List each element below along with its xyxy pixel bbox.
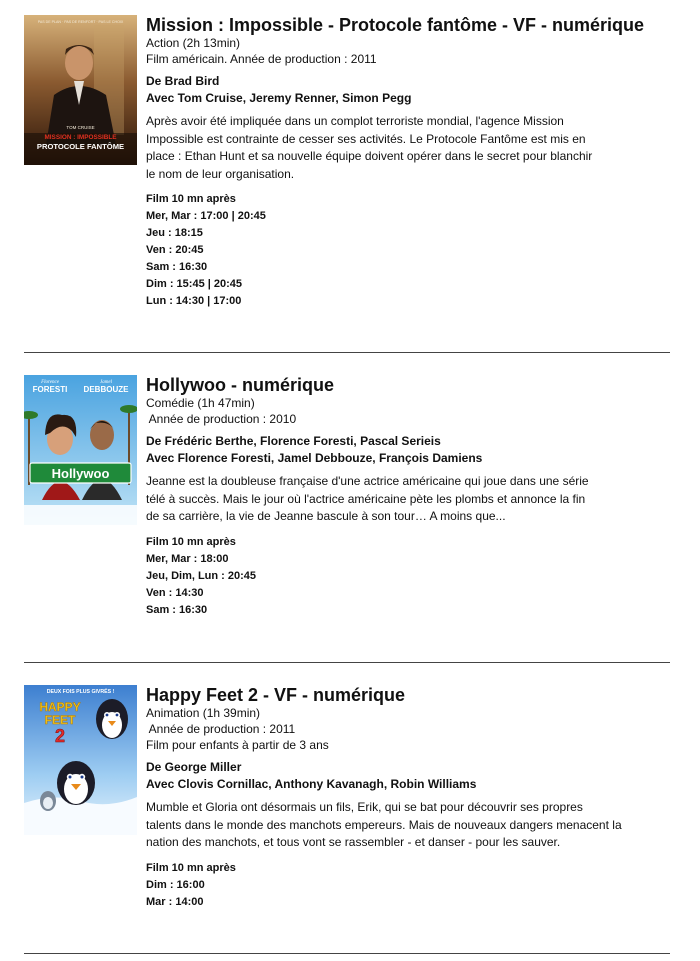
movie-cast: Avec Florence Foresti, Jamel Debbouze, François Damiens bbox=[146, 451, 483, 465]
showtime-note: Film 10 mn après bbox=[146, 535, 236, 548]
movie-synopsis bbox=[146, 473, 686, 526]
movie-genre: Animation (1h 39min) bbox=[146, 706, 261, 720]
synopsis-line: télé à succès. Mais le jour où l'actrice américaine pète les plombs et annonce la fin bbox=[146, 491, 586, 506]
showtime-row[interactable]: Ven : 20:45 bbox=[146, 244, 204, 256]
poster-actor-last: FORESTI bbox=[32, 385, 68, 394]
divider bbox=[24, 352, 670, 353]
movie-production: Film américain. Année de production : 2011 bbox=[146, 52, 377, 66]
movie-director: De Brad Bird bbox=[146, 74, 220, 88]
movie-title[interactable]: Hollywoo - numérique bbox=[146, 375, 335, 395]
poster-actor-last: DEBBOUZE bbox=[83, 385, 129, 394]
movie-entry bbox=[24, 375, 676, 635]
movie-poster[interactable] bbox=[24, 375, 137, 525]
poster-title: FEET bbox=[44, 713, 76, 727]
poster-sign: Hollywoo bbox=[51, 466, 110, 481]
showtime-row[interactable]: Mer, Mar : 18:00 bbox=[146, 552, 229, 565]
movie-synopsis bbox=[146, 113, 686, 183]
synopsis-line: nation des manchots, et tous vont se rassembler - et danser - pour les sauver. bbox=[146, 835, 561, 849]
movie-audience: Film pour enfants à partir de 3 ans bbox=[146, 738, 329, 752]
movie-title[interactable]: Happy Feet 2 - VF - numérique bbox=[146, 685, 406, 705]
movie-entry bbox=[24, 15, 676, 315]
movie-info bbox=[146, 685, 686, 911]
movie-info bbox=[146, 375, 686, 619]
synopsis-line: de sa carrière, la vie de Jeanne bascule à son tour… A moins que... bbox=[146, 509, 506, 523]
synopsis-line: le nom de leur organisation. bbox=[146, 166, 295, 181]
movie-genre: Action (2h 13min) bbox=[146, 36, 241, 50]
movie-production: Année de production : 2010 bbox=[146, 412, 297, 426]
poster-title: MISSION : IMPOSSIBLE bbox=[44, 134, 117, 141]
movie-title[interactable]: Mission : Impossible - Protocole fantôme - VF - numérique bbox=[146, 15, 645, 35]
poster-subtitle: PROTOCOLE FANTÔME bbox=[36, 142, 125, 151]
movie-genre: Comédie (1h 47min) bbox=[146, 396, 255, 410]
hollywoo-poster bbox=[24, 375, 137, 525]
mission-impossible-poster bbox=[24, 15, 137, 165]
showtime-note: Film 10 mn après bbox=[146, 861, 236, 874]
showtime-note: Film 10 mn après bbox=[146, 193, 236, 205]
divider bbox=[24, 953, 670, 954]
synopsis-line: Jeanne est la doubleuse française d'une actrice américaine qui joue dans une série bbox=[146, 474, 589, 488]
showtime-row[interactable]: Jeu : 18:15 bbox=[146, 227, 203, 239]
showtime-row[interactable]: Sam : 16:30 bbox=[146, 261, 208, 273]
showtime-row[interactable]: Mar : 14:00 bbox=[146, 895, 204, 908]
synopsis-line: talents dans le monde des manchots empereurs. Mais de nouveaux dangers menacent la bbox=[146, 817, 622, 832]
synopsis-line: Impossible est contrainte de cesser ses activités. Le Protocole Fantôme est mis en bbox=[146, 131, 586, 146]
synopsis-line: Mumble et Gloria ont désormais un fils, Erik, qui se bat pour découvrir ses propres bbox=[146, 800, 583, 814]
poster-actor-first: Jamel bbox=[100, 380, 112, 385]
movie-showtimes bbox=[146, 534, 686, 619]
movie-director: De Frédéric Berthe, Florence Foresti, Pascal Serieis bbox=[146, 434, 441, 448]
showtime-row[interactable]: Ven : 14:30 bbox=[146, 586, 204, 599]
showtime-row[interactable]: Jeu, Dim, Lun : 20:45 bbox=[146, 569, 257, 582]
showtime-row[interactable]: Sam : 16:30 bbox=[146, 603, 208, 616]
movie-production: Année de production : 2011 bbox=[146, 722, 296, 736]
synopsis-line: place : Ethan Hunt et sa nouvelle équipe doivent opérer dans le secret pour blanchir bbox=[146, 149, 593, 163]
divider bbox=[24, 662, 670, 663]
movie-cast: Avec Tom Cruise, Jeremy Renner, Simon Pegg bbox=[146, 91, 412, 105]
poster-title: HAPPY bbox=[39, 700, 81, 714]
movie-poster[interactable] bbox=[24, 15, 137, 165]
poster-tagline: DEUX FOIS PLUS GIVRÉS ! bbox=[46, 689, 115, 695]
movie-entry bbox=[24, 685, 676, 945]
movie-info bbox=[146, 15, 686, 310]
movie-showtimes bbox=[146, 191, 686, 310]
poster-actor: TOM CRUISE bbox=[66, 125, 95, 130]
showtime-row[interactable]: Dim : 15:45 | 20:45 bbox=[146, 278, 243, 290]
poster-tagline: PAS DE PLAN · PAS DE RENFORT · PAS LE CHOIX bbox=[37, 20, 124, 24]
poster-number: 2 bbox=[54, 726, 66, 746]
happy-feet-poster bbox=[24, 685, 137, 835]
movie-cast: Avec Clovis Cornillac, Anthony Kavanagh, Robin Williams bbox=[146, 777, 477, 791]
showtime-row[interactable]: Mer, Mar : 17:00 | 20:45 bbox=[146, 210, 266, 222]
synopsis-line: Après avoir été impliquée dans un complot terroriste mondial, l'agence Mission bbox=[146, 114, 564, 128]
movie-director: De George Miller bbox=[146, 760, 242, 774]
movie-showtimes bbox=[146, 860, 686, 911]
movie-poster[interactable] bbox=[24, 685, 137, 835]
showtime-row[interactable]: Lun : 14:30 | 17:00 bbox=[146, 295, 242, 307]
movie-synopsis bbox=[146, 799, 686, 852]
showtime-row[interactable]: Dim : 16:00 bbox=[146, 878, 205, 891]
poster-actor-first: Florence bbox=[41, 380, 59, 385]
